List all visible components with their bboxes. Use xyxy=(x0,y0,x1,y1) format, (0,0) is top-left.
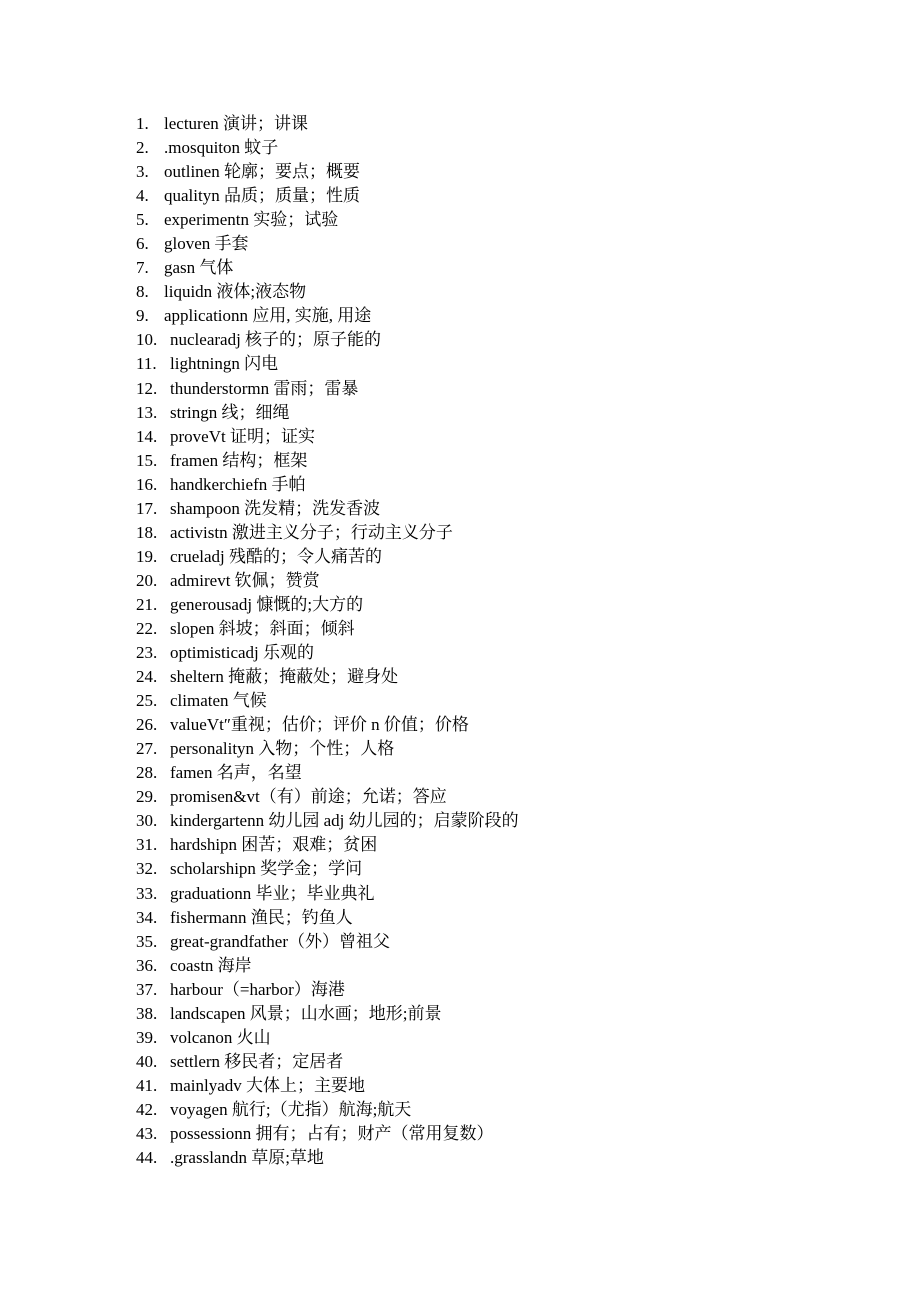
item-number: 42. xyxy=(136,1099,158,1119)
vocab-item xyxy=(136,569,519,593)
item-number: 28. xyxy=(136,763,158,783)
vocab-item xyxy=(136,377,519,401)
vocab-item xyxy=(136,906,519,930)
item-text: slopen 斜坡；斜面；倾斜 xyxy=(170,619,355,638)
item-text: kindergartenn 幼儿园 adj 幼儿园的；启蒙阶段的 xyxy=(170,811,519,831)
item-text: personalityn 入物；个性；人格 xyxy=(170,739,395,759)
item-text: hardshipn 困苦；艰难；贫困 xyxy=(170,835,378,855)
item-text: coastn 海岸 xyxy=(170,955,252,975)
item-number: 21. xyxy=(136,594,158,614)
vocab-item xyxy=(136,1098,519,1122)
item-number: 36. xyxy=(136,955,158,975)
item-text: admirevt 钦佩；赞赏 xyxy=(170,570,320,590)
vocab-item xyxy=(136,713,519,737)
item-text: optimisticadj 乐观的 xyxy=(170,643,315,663)
item-text: thunderstormn 雷雨；雷暴 xyxy=(170,378,359,398)
item-text: gasn 气体 xyxy=(164,258,234,278)
vocab-item xyxy=(136,449,519,473)
item-text: .grasslandn 草原;草地 xyxy=(170,1148,324,1168)
item-text: mainlyadv 大体上；主要地 xyxy=(170,1075,366,1095)
vocab-item xyxy=(136,232,519,256)
item-number: 11. xyxy=(136,354,157,374)
item-number: 22. xyxy=(136,619,158,638)
item-number: 33. xyxy=(136,883,158,903)
vocab-item xyxy=(136,352,519,376)
item-number: 39. xyxy=(136,1027,158,1047)
item-text: promisen&vt（有）前途；允诺；答应 xyxy=(170,787,447,807)
item-text: harbour（=harbor）海港 xyxy=(170,979,345,999)
vocab-item xyxy=(136,1146,519,1170)
vocab-item xyxy=(136,497,519,521)
vocab-item xyxy=(136,882,519,906)
vocabulary-list xyxy=(136,112,519,1170)
item-number: 34. xyxy=(136,907,158,927)
item-number: 43. xyxy=(136,1123,158,1143)
vocab-item xyxy=(136,136,519,160)
item-number: 16. xyxy=(136,474,158,494)
item-text: lightningn 闪电 xyxy=(170,354,279,374)
item-text: landscapen 风景；山水画；地形;前景 xyxy=(170,1003,442,1023)
vocab-item xyxy=(136,401,519,425)
item-text: nuclearadj 核子的；原子能的 xyxy=(170,330,382,350)
item-text: fishermann 渔民；钓鱼人 xyxy=(170,907,353,927)
item-number: 4. xyxy=(136,186,149,206)
item-text: generousadj 慷慨的;大方的 xyxy=(170,594,364,614)
vocab-item xyxy=(136,617,519,641)
vocab-item xyxy=(136,521,519,545)
item-number: 18. xyxy=(136,522,158,542)
item-text: applicationn 应用, 实施, 用途 xyxy=(164,306,372,326)
item-number: 30. xyxy=(136,811,158,831)
vocab-item xyxy=(136,785,519,809)
vocab-item xyxy=(136,1074,519,1098)
item-text: voyagen 航行;（尤指）航海;航天 xyxy=(170,1099,412,1119)
item-number: 31. xyxy=(136,835,158,855)
item-number: 6. xyxy=(136,234,149,254)
item-text: framen 结构；框架 xyxy=(170,450,308,470)
vocab-item xyxy=(136,328,519,352)
vocab-item xyxy=(136,473,519,497)
item-text: .mosquiton 蚊子 xyxy=(164,138,279,158)
vocab-item xyxy=(136,425,519,449)
vocab-item xyxy=(136,641,519,665)
item-text: volcanon 火山 xyxy=(170,1027,271,1047)
item-number: 17. xyxy=(136,498,158,518)
item-text: famen 名声，名望 xyxy=(170,763,302,783)
item-number: 2. xyxy=(136,138,149,158)
item-text: proveVt 证明；证实 xyxy=(170,426,315,446)
item-text: scholarshipn 奖学金；学问 xyxy=(170,859,363,879)
item-number: 29. xyxy=(136,787,158,807)
item-number: 14. xyxy=(136,426,158,446)
item-text: possessionn 拥有；占有；财产（常用复数） xyxy=(170,1123,494,1143)
item-number: 24. xyxy=(136,667,158,687)
item-text: shampoon 洗发精；洗发香波 xyxy=(170,498,381,518)
vocab-item xyxy=(136,1002,519,1026)
item-text: qualityn 品质；质量；性质 xyxy=(164,186,360,206)
vocab-item xyxy=(136,112,519,136)
vocab-item xyxy=(136,1122,519,1146)
vocab-item xyxy=(136,954,519,978)
item-text: gloven 手套 xyxy=(164,234,249,254)
item-text: climaten 气候 xyxy=(170,691,267,711)
item-number: 15. xyxy=(136,450,158,470)
vocab-item xyxy=(136,761,519,785)
item-number: 7. xyxy=(136,258,149,278)
vocab-item xyxy=(136,280,519,304)
vocab-item xyxy=(136,1050,519,1074)
item-text: great-grandfather（外）曾祖父 xyxy=(170,931,390,951)
item-text: valueVt″重视；估价；评价 n 价值；价格 xyxy=(170,715,469,735)
item-number: 8. xyxy=(136,282,149,302)
item-text: experimentn 实验；试验 xyxy=(164,210,339,230)
vocab-item xyxy=(136,593,519,617)
item-number: 19. xyxy=(136,546,158,566)
vocab-item xyxy=(136,160,519,184)
item-number: 44. xyxy=(136,1148,158,1168)
vocab-item xyxy=(136,545,519,569)
item-number: 41. xyxy=(136,1075,158,1095)
item-text: graduationn 毕业；毕业典礼 xyxy=(170,883,375,903)
item-number: 37. xyxy=(136,979,158,999)
vocab-item xyxy=(136,930,519,954)
item-number: 5. xyxy=(136,210,149,230)
item-number: 27. xyxy=(136,739,158,759)
item-number: 10. xyxy=(136,330,158,350)
vocab-item xyxy=(136,1026,519,1050)
item-number: 26. xyxy=(136,715,158,735)
vocab-item xyxy=(136,256,519,280)
item-text: liquidn 液体;液态物 xyxy=(164,282,307,302)
vocab-item xyxy=(136,665,519,689)
item-text: handkerchiefn 手帕 xyxy=(170,474,306,494)
item-number: 23. xyxy=(136,643,158,663)
item-text: sheltern 掩蔽；掩蔽处；避身处 xyxy=(170,667,399,687)
item-number: 1. xyxy=(136,114,149,134)
item-number: 12. xyxy=(136,378,158,398)
item-number: 20. xyxy=(136,570,158,590)
vocab-item xyxy=(136,208,519,232)
item-text: settlern 移民者；定居者 xyxy=(170,1051,344,1071)
vocab-item xyxy=(136,184,519,208)
vocab-item xyxy=(136,857,519,881)
item-number: 32. xyxy=(136,859,158,879)
vocab-item xyxy=(136,689,519,713)
item-number: 13. xyxy=(136,402,158,422)
vocab-item xyxy=(136,304,519,328)
vocab-item xyxy=(136,737,519,761)
vocab-item xyxy=(136,978,519,1002)
vocab-item xyxy=(136,833,519,857)
item-text: outlinen 轮廓；要点；概要 xyxy=(164,162,360,182)
item-number: 25. xyxy=(136,691,158,711)
vocab-item xyxy=(136,809,519,833)
item-text: lecturen 演讲；讲课 xyxy=(164,114,308,134)
item-text: activistn 激进主义分子；行动主义分子 xyxy=(170,522,453,542)
item-number: 35. xyxy=(136,931,158,951)
item-number: 9. xyxy=(136,306,149,326)
item-number: 40. xyxy=(136,1051,158,1071)
item-text: stringn 线；细绳 xyxy=(170,402,290,422)
item-text: crueladj 残酷的；令人痛苦的 xyxy=(170,546,382,566)
item-number: 38. xyxy=(136,1003,158,1023)
item-number: 3. xyxy=(136,162,149,182)
